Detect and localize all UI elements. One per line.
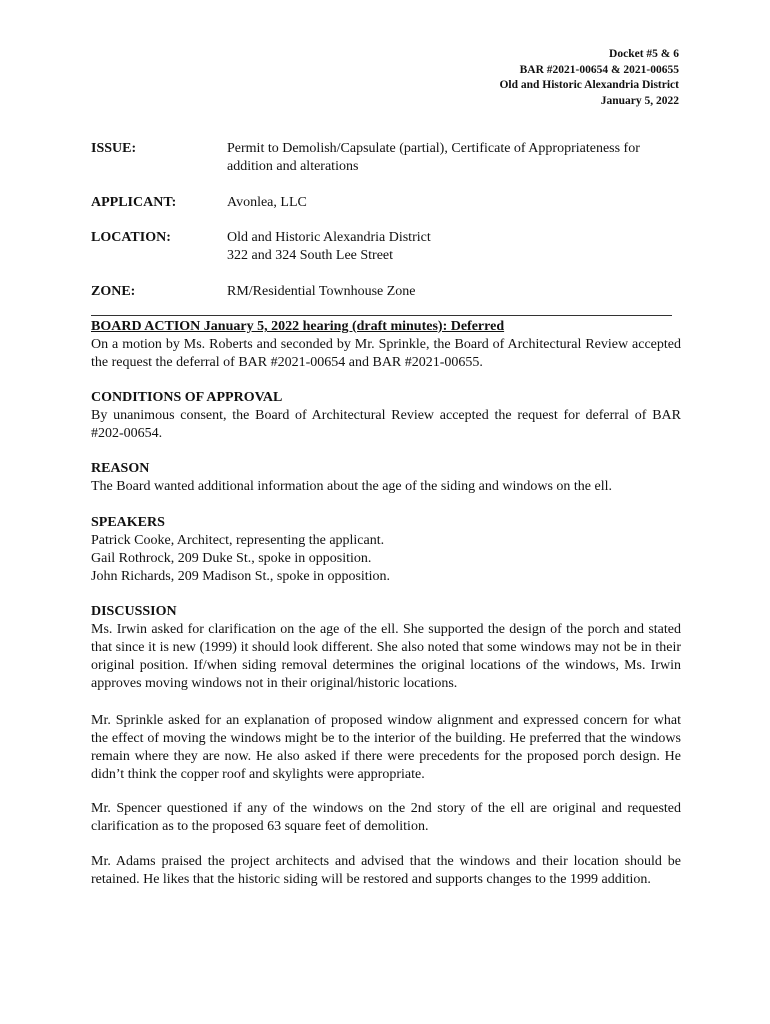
zone-value: RM/Residential Townhouse Zone (227, 284, 416, 299)
issue-value: Permit to Demolish/Capsulate (partial), Certificate of Appropriateness for addition and alterations (227, 141, 640, 174)
discussion-continued (91, 712, 681, 784)
bar-numbers: BAR #2021-00654 & 2021-00655 (519, 63, 679, 76)
reason-heading: REASON (91, 461, 150, 476)
speakers-section (91, 514, 681, 586)
discussion-paragraph: Ms. Irwin asked for clarification on the age of the ell. She supported the design of the porch and stated that since it is new (1999) it should look different. She also noted that some windows may not be in their original position. If/when siding removal determines the original locations of the windows, Ms. Irwin approves moving windows not in their original/historic locations. (91, 622, 681, 691)
docket-header (499, 47, 679, 109)
speaker-item: John Richards, 209 Madison St., spoke in opposition. (91, 569, 391, 584)
section-divider (91, 315, 672, 316)
discussion-continued (91, 800, 681, 836)
conditions-text: By unanimous consent, the Board of Architectural Review accepted the request for deferral of BAR #202-00654. (91, 408, 681, 441)
discussion-paragraph: Mr. Spencer questioned if any of the windows on the 2nd story of the ell are original and requested clarification as to the proposed 63 square feet of demolition. (91, 801, 681, 834)
board-action-section (91, 318, 681, 372)
docket-number: Docket #5 & 6 (609, 48, 679, 60)
district-name: Old and Historic Alexandria District (499, 79, 679, 91)
discussion-paragraph: Mr. Sprinkle asked for an explanation of proposed window alignment and expressed concern for what the effect of moving the windows might be to the interior of the building. He preferred that the windows remain where they are now. He also asked if there were precedents for the proposed porch design. He didn’t think the copper roof and skylights were appropriate. (91, 713, 681, 782)
board-action-text: On a motion by Ms. Roberts and seconded by Mr. Sprinkle, the Board of Architectural Review accepted the request the deferral of BAR #2021-00654 and BAR #2021-00655. (91, 337, 681, 370)
applicant-label: APPLICANT: (91, 195, 177, 210)
reason-text: The Board wanted additional information about the age of the siding and windows on the ell. (91, 479, 612, 494)
discussion-heading: DISCUSSION (91, 604, 177, 619)
location-field (91, 229, 681, 265)
location-address: 322 and 324 South Lee Street (227, 248, 394, 263)
discussion-continued (91, 853, 681, 889)
location-district: Old and Historic Alexandria District (227, 230, 431, 245)
location-label: LOCATION: (91, 230, 171, 245)
conditions-heading: CONDITIONS OF APPROVAL (91, 390, 283, 405)
speaker-item: Patrick Cooke, Architect, representing the applicant. (91, 533, 385, 548)
speaker-item: Gail Rothrock, 209 Duke St., spoke in opposition. (91, 551, 372, 566)
applicant-value: Avonlea, LLC (227, 195, 307, 210)
reason-section (91, 460, 681, 496)
board-action-heading: BOARD ACTION January 5, 2022 hearing (draft minutes): Deferred (91, 319, 505, 334)
discussion-paragraph: Mr. Adams praised the project architects and advised that the windows and their location should be retained. He likes that the historic siding will be restored and supports changes to the 1999 addition. (91, 854, 681, 887)
applicant-field (91, 194, 681, 212)
location-value (227, 229, 681, 265)
issue-label: ISSUE: (91, 141, 137, 156)
issue-field (91, 140, 681, 176)
speakers-heading: SPEAKERS (91, 515, 165, 530)
discussion-section (91, 603, 681, 693)
hearing-date: January 5, 2022 (600, 94, 679, 107)
zone-field (91, 283, 681, 301)
conditions-section (91, 389, 681, 443)
zone-label: ZONE: (91, 284, 136, 299)
